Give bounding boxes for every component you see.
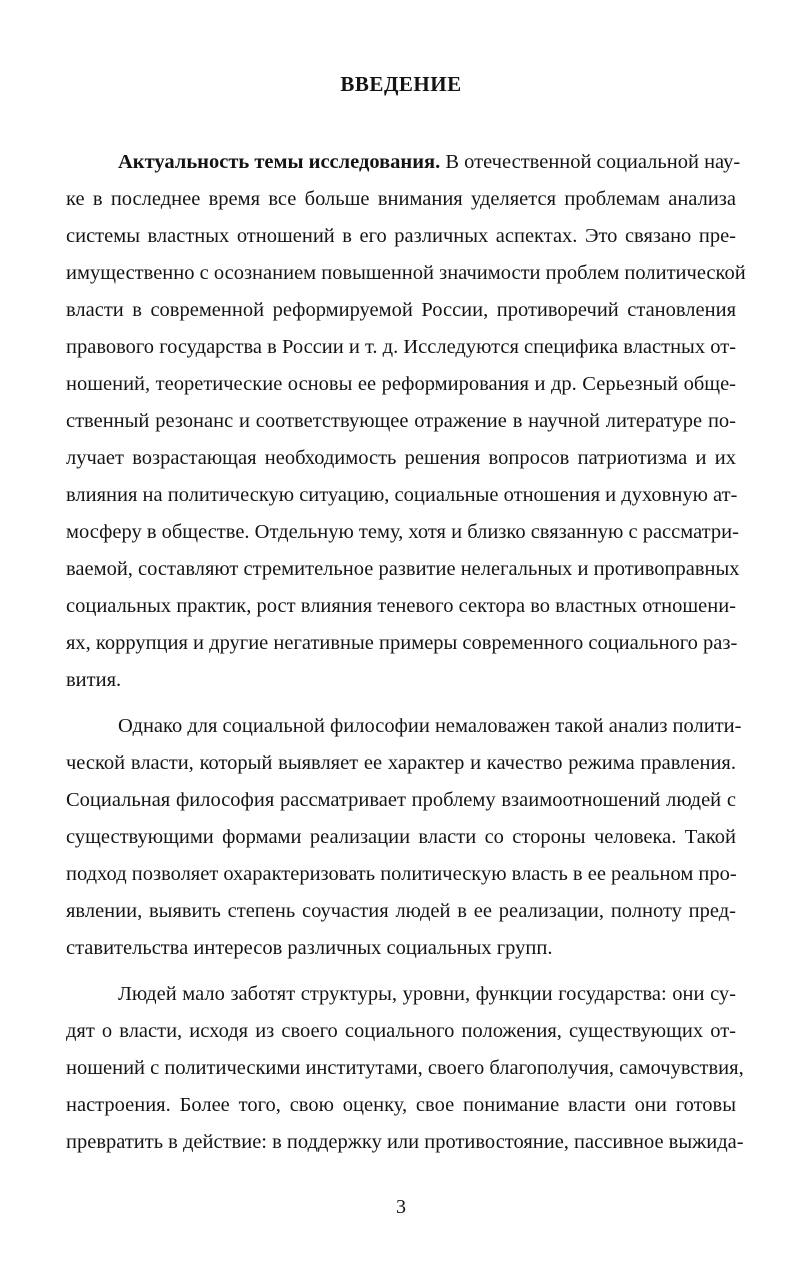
text-line: Социальная философия рассматривает проблему взаимоотношений людей с <box>66 789 736 811</box>
text-line: дят о власти, исходя из своего социального положения, существующих от- <box>66 1020 736 1042</box>
text-line: имущественно с осознанием повышенной значимости проблем политической <box>66 262 746 284</box>
text-line: ке в последнее время все больше внимания уделяется проблемам анализа <box>66 188 736 210</box>
text-line: ваемой, составляют стремительное развитие нелегальных и противоправных <box>66 558 740 580</box>
text-line: ношений с политическими институтами, своего благополучия, самочувствия, <box>66 1057 744 1079</box>
section-heading: ВВЕДЕНИЕ <box>340 72 462 96</box>
text-line: социальных практик, рост влияния теневого сектора во властных отношени- <box>66 595 736 617</box>
text-line: ставительства интересов различных социальных групп. <box>66 937 553 959</box>
paragraph-gap <box>66 699 736 708</box>
text-line: явлении, выявить степень соучастия людей в ее реализации, полноту пред- <box>66 900 736 922</box>
page-number: 3 <box>396 1196 406 1218</box>
text-line: превратить в действие: в поддержку или противостояние, пассивное выжида- <box>66 1131 744 1153</box>
text-line: ственный резонанс и соответствующее отражение в научной литературе по- <box>66 410 736 432</box>
body-text <box>66 144 746 1161</box>
text-line-rest: В отечественной социальной нау- <box>440 151 741 173</box>
text-line: вития. <box>66 669 122 691</box>
text-line: ношений, теоретические основы ее реформирования и др. Серьезный обще- <box>66 373 736 395</box>
text-line: системы властных отношений в его различных аспектах. Это связано пре- <box>66 225 736 247</box>
document-page <box>66 0 746 1265</box>
text-line: ческой власти, который выявляет ее характер и качество режима правления. <box>66 752 736 774</box>
text-line <box>66 144 741 181</box>
text-line: лучает возрастающая необходимость решения вопросов патриотизма и их <box>66 447 736 469</box>
text-line: существующими формами реализации власти со стороны человека. Такой <box>66 826 736 848</box>
text-line: ях, коррупция и другие негативные примеры современного социального раз- <box>66 632 738 654</box>
text-line: влияния на политическую ситуацию, социальные отношения и духовную ат- <box>66 484 738 506</box>
paragraph-gap <box>66 967 736 976</box>
text-line: правового государства в России и т. д. Исследуются специфика властных от- <box>66 336 736 358</box>
text-line: подход позволяет охарактеризовать политическую власть в ее реальном про- <box>66 863 737 885</box>
text-line: мосферу в обществе. Отдельную тему, хотя и близко связанную с рассматри- <box>66 521 739 543</box>
text-line: власти в современной реформируемой России, противоречий становления <box>66 299 736 321</box>
text-line: Однако для социальной философии немаловажен такой анализ полити- <box>118 715 742 737</box>
text-line: Людей мало заботят структуры, уровни, функции государства: они су- <box>118 983 736 1005</box>
lead-phrase: Актуальность темы исследования. <box>118 151 441 173</box>
text-line: настроения. Более того, свою оценку, свое понимание власти они готовы <box>66 1094 736 1116</box>
